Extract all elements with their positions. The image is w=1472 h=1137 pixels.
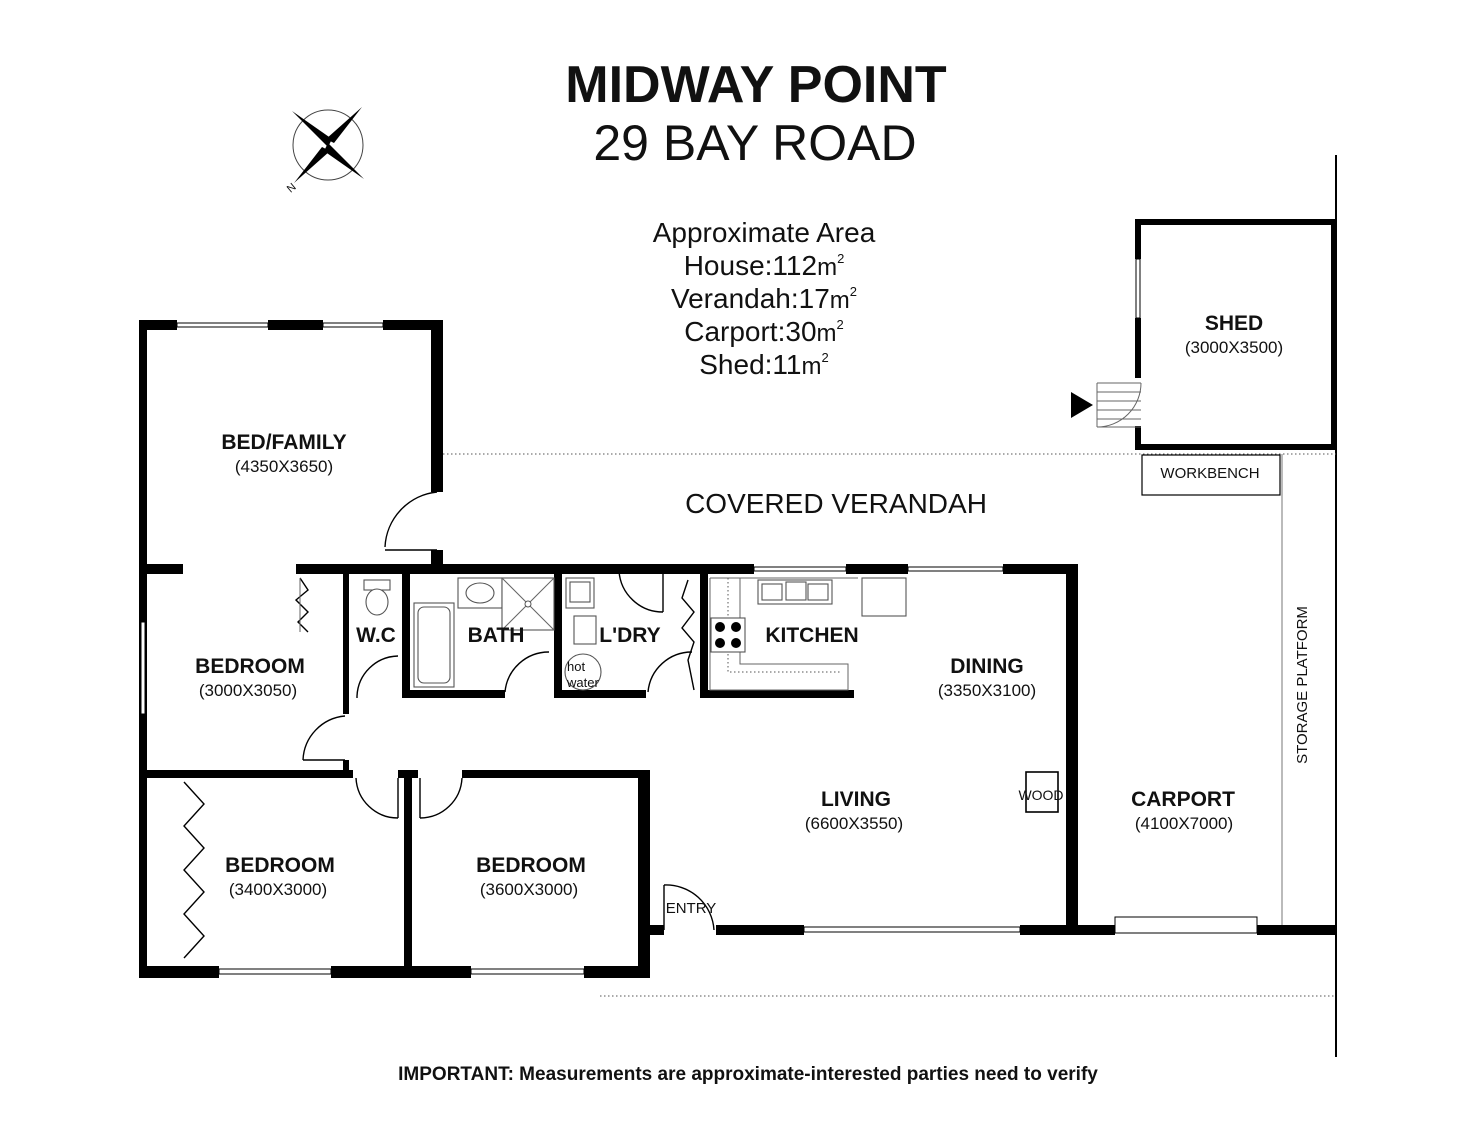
area-house: $House:112m^2$ xyxy=(683,250,845,281)
carport-dims: (4100X7000) xyxy=(1134,814,1234,833)
wc-name: W.C xyxy=(356,624,396,647)
compass-icon xyxy=(285,107,364,195)
dining-name: DINING xyxy=(950,655,1024,678)
hot-water-label-2: water xyxy=(567,675,599,690)
bedroom-2-dims: (3400X3000) xyxy=(228,880,328,899)
area-verandah: $Verandah:17m^2$ xyxy=(670,283,858,314)
bedroom-1-name: BEDROOM xyxy=(195,655,305,678)
storage-platform-label: STORAGE PLATFORM xyxy=(1294,606,1311,764)
area-carport: $Carport:30m^2$ xyxy=(684,316,844,347)
area-summary xyxy=(653,217,876,380)
property-address: 29 BAY ROAD xyxy=(593,115,917,171)
area-heading: Approximate Area xyxy=(652,217,876,248)
wood-heater-label: WOOD xyxy=(1018,787,1064,803)
workbench-label: WORKBENCH xyxy=(1160,465,1260,482)
bed-family-name: BED/FAMILY xyxy=(221,431,347,454)
living-name: LIVING xyxy=(820,788,892,811)
laundry-name: L'DRY xyxy=(599,624,661,647)
bedroom-3-name: BEDROOM xyxy=(476,854,586,877)
carport-name: CARPORT xyxy=(1131,788,1235,811)
kitchen-name: KITCHEN xyxy=(765,624,859,647)
bath-name: BATH xyxy=(467,624,525,647)
bed-family-dims: (4350X3650) xyxy=(234,457,334,476)
shed-entry-arrow-icon xyxy=(1071,392,1093,418)
area-shed: $Shed:11m^2$ xyxy=(699,349,829,380)
bedroom-1-dims: (3000X3050) xyxy=(198,681,298,700)
living-dims: (6600X3550) xyxy=(804,814,904,833)
shed-dims: (3000X3500) xyxy=(1184,338,1284,357)
bedroom-3-dims: (3600X3000) xyxy=(479,880,579,899)
hot-water-label-1: hot xyxy=(567,659,586,674)
shed-name: SHED xyxy=(1204,312,1264,335)
property-title: MIDWAY POINT xyxy=(565,56,947,114)
covered-verandah-label: COVERED VERANDAH xyxy=(685,488,987,519)
entry-label: ENTRY xyxy=(665,900,717,917)
compass-north-label: N xyxy=(284,181,299,196)
dining-dims: (3350X3100) xyxy=(937,681,1037,700)
bedroom-2-name: BEDROOM xyxy=(225,854,335,877)
disclaimer: IMPORTANT: Measurements are approximate-interested parties need to verify xyxy=(398,1064,1098,1085)
